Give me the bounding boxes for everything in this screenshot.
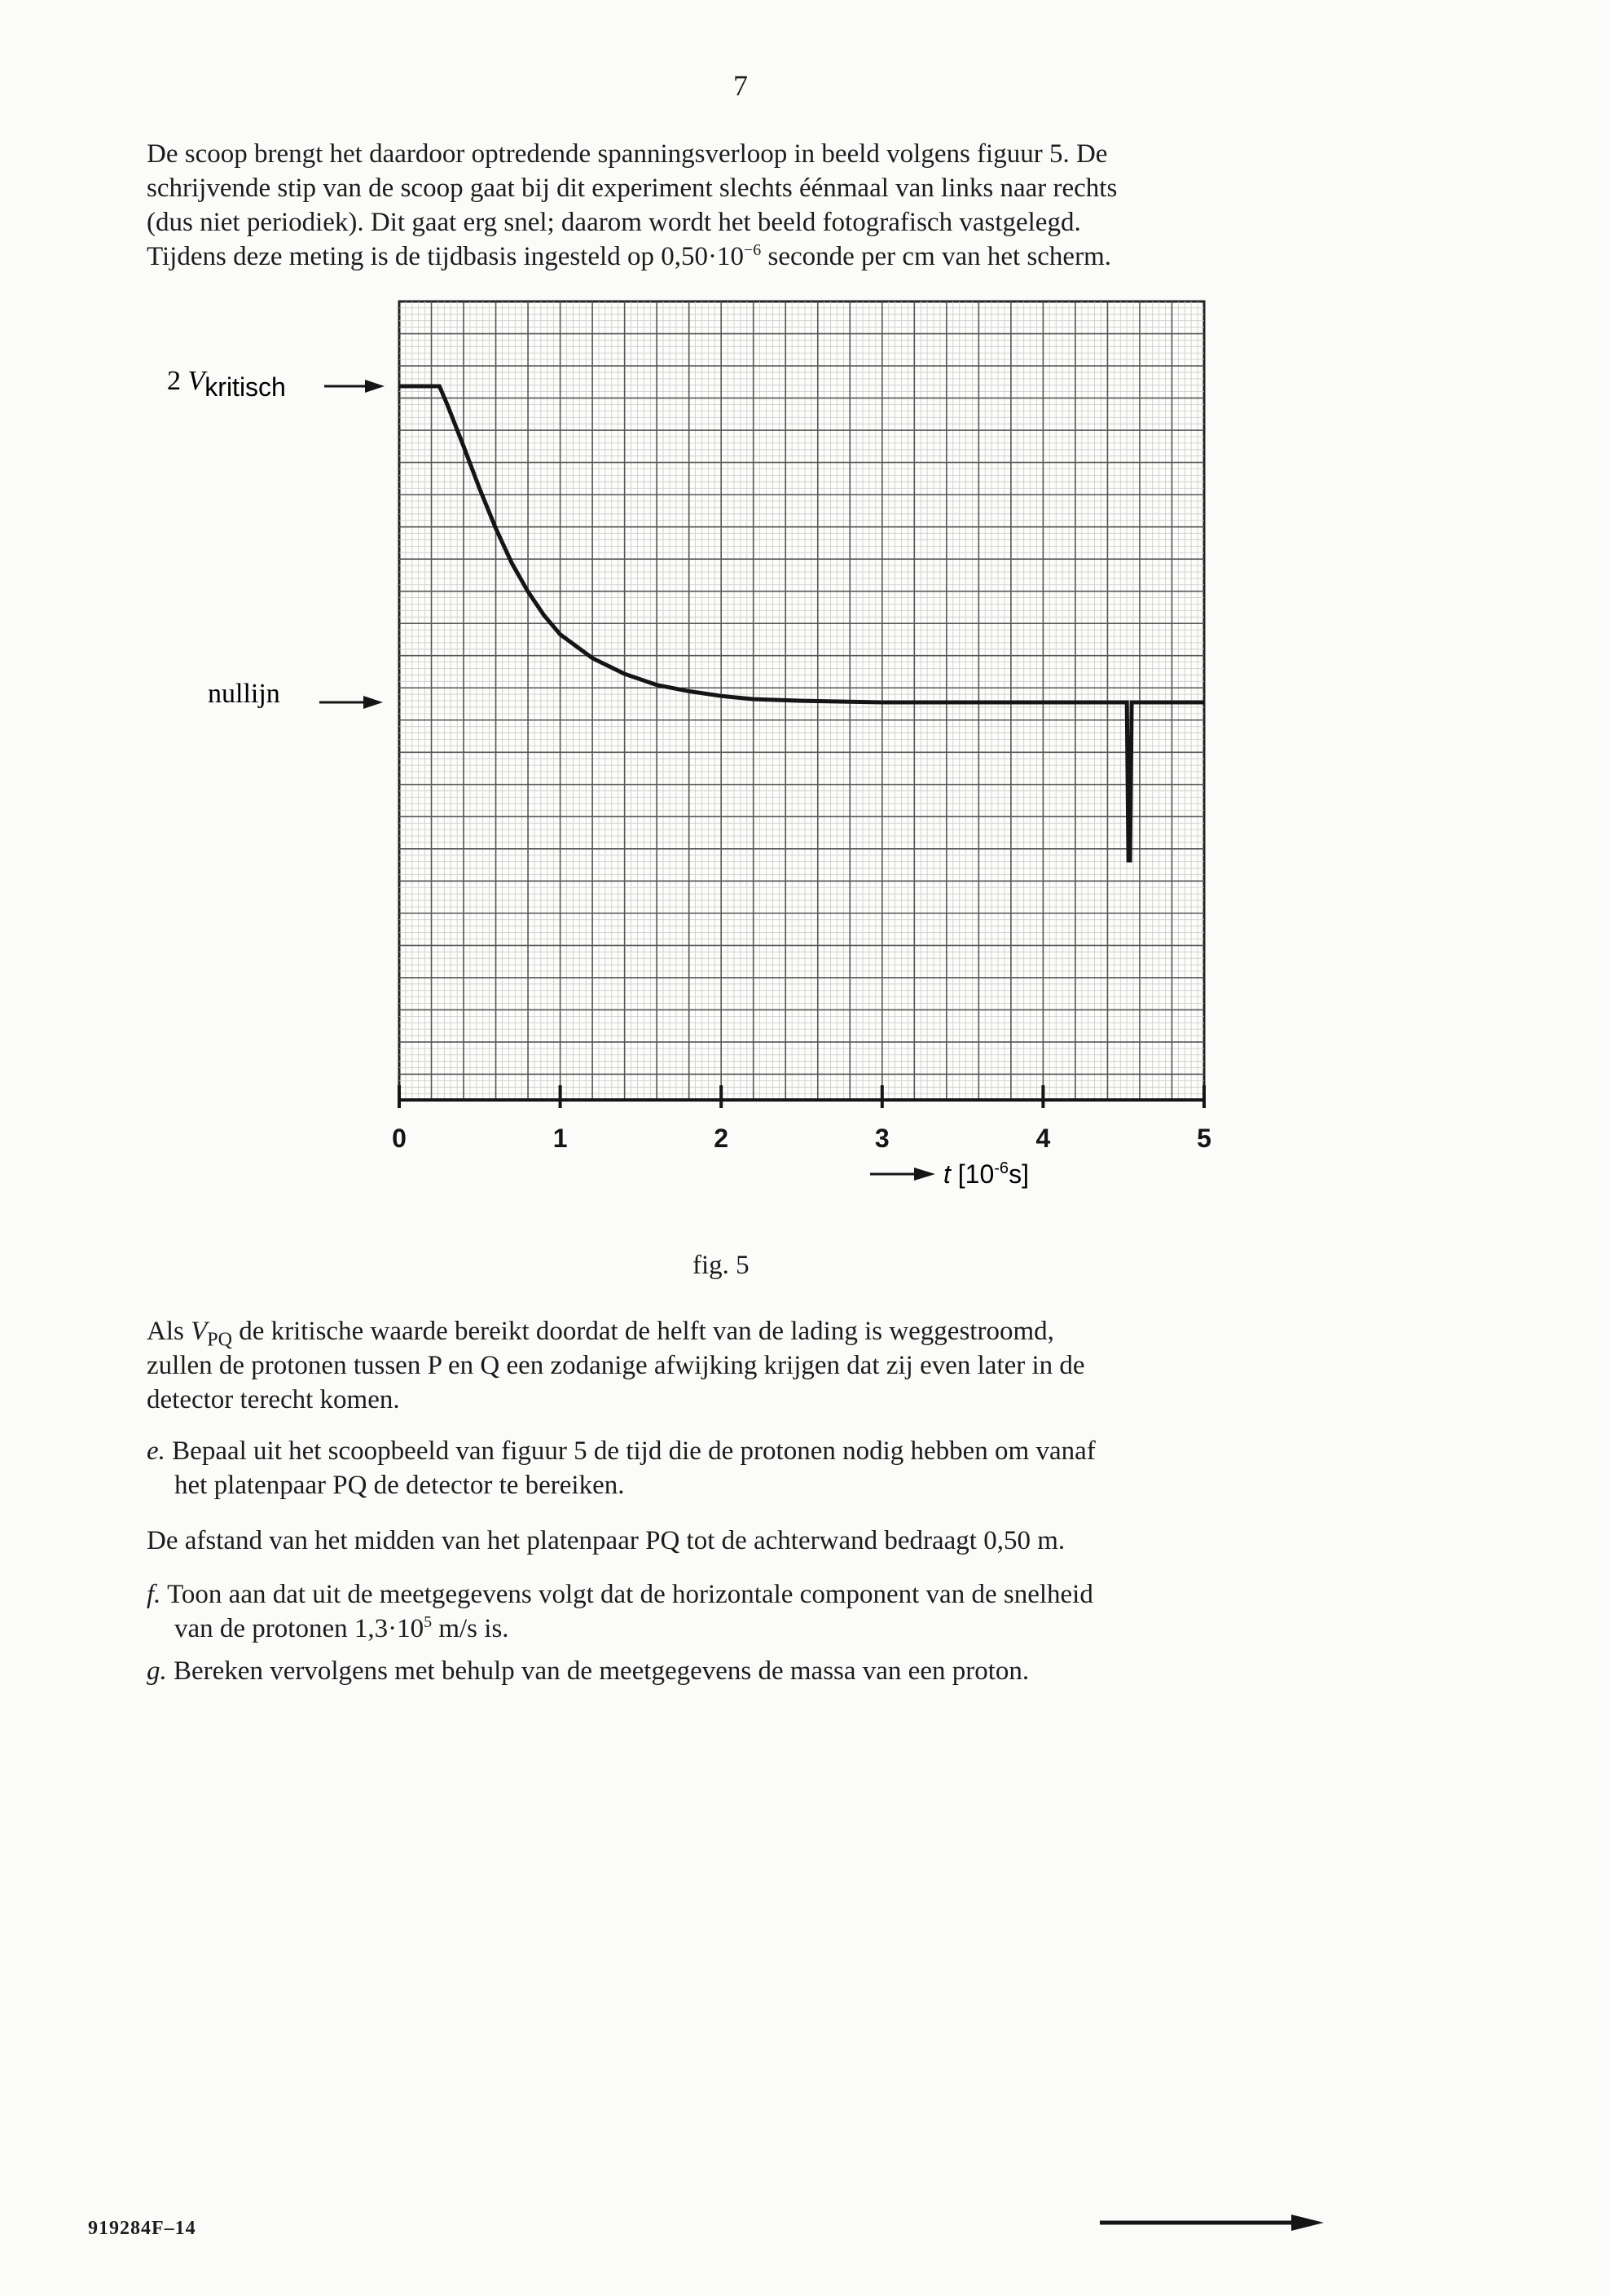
tick-labels [392,1124,1211,1153]
x-tick-label: 4 [1035,1124,1051,1153]
paragraph-vpq: Als $V_{PQ}$ de kritische waarde bereikt doordat de helft van de lading is weggestroomd, zullen de protonen tussen P en Q een zodanige afwijking krijgen dat zij even later in de detector terecht komen. [147,1317,1085,1414]
t-axis-arrow [870,1168,935,1181]
question-f: f. Toon aan dat uit de meetgegevens volgt dat de horizontale component van de snelheid van de protonen $1,3\cdot 10^5$ m/s is. [147,1580,1093,1643]
exponent: −6 [743,241,762,259]
vkritisch-arrow [324,380,385,393]
x-tick-label: 2 [714,1124,729,1153]
t-axis-label: t $[10^{-6}s]$ [943,1159,1029,1189]
question-letter: g. [147,1656,167,1686]
x-tick-label: 3 [874,1124,890,1153]
x-tick-label: 1 [552,1124,568,1153]
nullijn-label: nullijn [208,679,280,709]
x-tick-label: 5 [1197,1124,1211,1153]
next-page-arrow [1100,2206,1328,2239]
vkritisch-label: 2 Vkritisch [167,366,286,402]
footer-code: 919284F–14 [88,2218,196,2239]
intro-line: schrijvende stip van de scoop gaat bij dit experiment slechts éénmaal van links naar rechts [147,174,1118,203]
intro-line: Tijdens deze meting is de tijdbasis ingesteld op $0,50\cdot 10^{-6}$ seconde per cm van het scherm. [147,241,1111,271]
intro-line: (dus niet periodiek). Dit gaat erg snel; daarom wordt het beeld fotografisch vastgelegd. [147,208,1081,237]
paragraph-distance: De afstand van het midden van het platenpaar PQ tot de achterwand bedraagt 0,50 m. [147,1526,1066,1555]
figure-caption: fig. 5 [692,1251,750,1280]
question-g: g. Bereken vervolgens met behulp van de meetgegevens de massa van een proton. [147,1656,1030,1686]
question-letter: e. [147,1436,165,1466]
nullijn-arrow [319,696,383,709]
x-tick-label: 0 [392,1124,407,1153]
question-letter: f. [147,1580,161,1609]
question-e: e. Bepaal uit het scoopbeeld van figuur 5 de tijd die de protonen nodig hebben om vanaf het platenpaar PQ de detector te bereiken. [147,1436,1096,1500]
intro-line: De scoop brengt het daardoor optredende spanningsverloop in beeld volgens figuur 5. De [147,139,1108,169]
page-number: 7 [733,69,748,102]
